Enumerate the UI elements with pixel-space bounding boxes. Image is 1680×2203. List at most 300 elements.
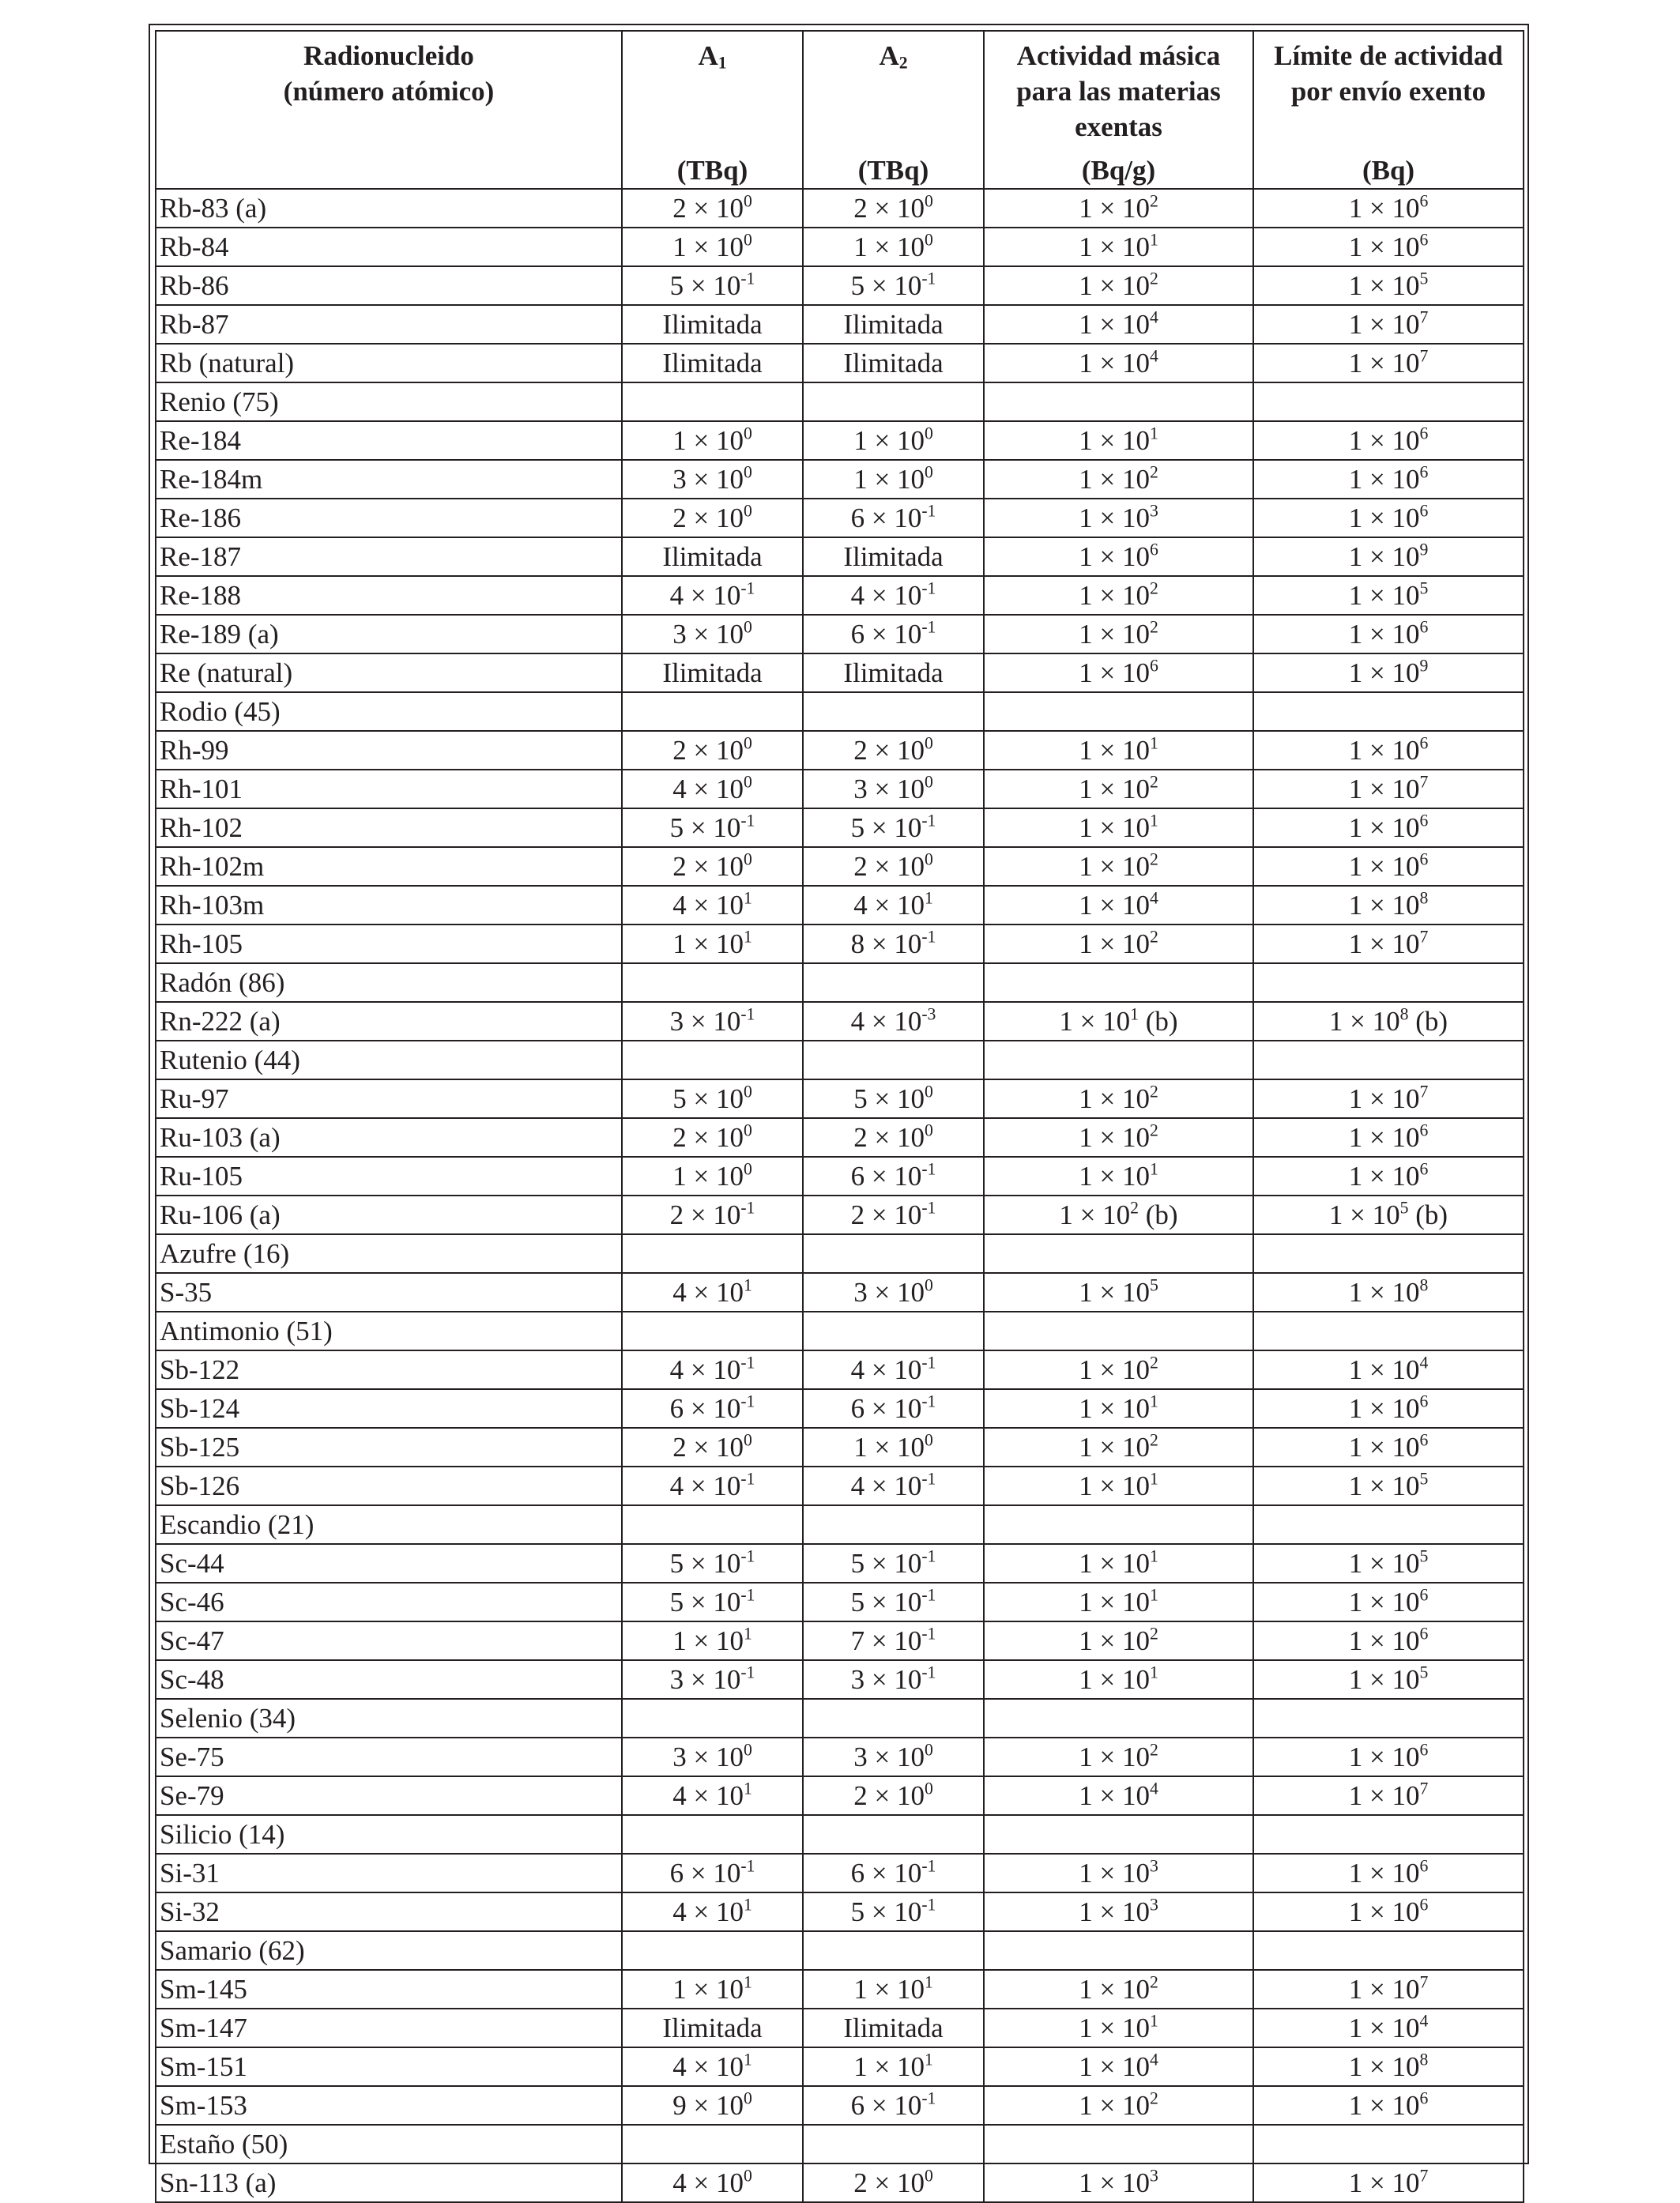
a1-value-base: Ilimitada bbox=[662, 541, 763, 572]
mass-activity-value bbox=[984, 1273, 1253, 1312]
a1-value bbox=[622, 1931, 803, 1970]
a1-value-exponent: 1 bbox=[743, 1972, 752, 1992]
radionuclide-name: Re-187 bbox=[156, 537, 622, 576]
mass-activity-value bbox=[984, 344, 1253, 382]
a2-value-exponent: 0 bbox=[924, 1740, 933, 1760]
mass-activity-value-exponent: 1 bbox=[1149, 1469, 1158, 1489]
mass-activity-value-exponent: 1 bbox=[1149, 733, 1158, 753]
header-radionuclide bbox=[156, 31, 622, 189]
table-row bbox=[156, 1041, 1524, 1079]
a1-value-exponent: -1 bbox=[740, 1546, 755, 1566]
a2-value-base: 1 × 10 bbox=[853, 2051, 925, 2082]
radionuclide-name: Sb-122 bbox=[156, 1350, 622, 1389]
activity-limit-value bbox=[1253, 770, 1524, 808]
a2-value-base: 8 × 10 bbox=[850, 928, 922, 959]
a1-value-base: 5 × 10 bbox=[672, 1083, 744, 1114]
a2-value-base: 5 × 10 bbox=[850, 1896, 922, 1927]
activity-limit-value-exponent: 5 bbox=[1419, 269, 1429, 288]
activity-limit-value bbox=[1253, 1079, 1524, 1118]
mass-activity-value-base: 1 × 10 bbox=[1079, 1083, 1150, 1114]
table-row bbox=[156, 1660, 1524, 1699]
activity-limit-value bbox=[1253, 228, 1524, 266]
a2-value bbox=[803, 1118, 984, 1157]
mass-activity-value bbox=[984, 189, 1253, 228]
a1-value-base: 6 × 10 bbox=[669, 1858, 741, 1889]
a1-value bbox=[622, 1970, 803, 2009]
mass-activity-value-base: 1 × 10 bbox=[1079, 1664, 1150, 1695]
a1-value-base: 3 × 10 bbox=[672, 619, 744, 650]
activity-limit-value-base: 1 × 10 bbox=[1348, 735, 1420, 766]
activity-limit-value-note: (b) bbox=[1408, 1199, 1448, 1230]
activity-limit-value-exponent: 5 bbox=[1419, 1546, 1429, 1566]
a2-value bbox=[803, 692, 984, 731]
activity-limit-value bbox=[1253, 189, 1524, 228]
activity-limit-value bbox=[1253, 1273, 1524, 1312]
table-row bbox=[156, 1428, 1524, 1467]
table-row bbox=[156, 305, 1524, 344]
mass-activity-value-exponent: 2 bbox=[1149, 2088, 1158, 2108]
a2-value bbox=[803, 1660, 984, 1699]
mass-activity-value bbox=[984, 770, 1253, 808]
a2-value bbox=[803, 1892, 984, 1931]
header-atomic-number-label: (número atómico) bbox=[283, 76, 495, 107]
radionuclide-name: Ru-106 (a) bbox=[156, 1196, 622, 1234]
a2-value bbox=[803, 653, 984, 692]
a1-value-exponent: 0 bbox=[743, 1159, 752, 1179]
radionuclide-name: Rb (natural) bbox=[156, 344, 622, 382]
mass-activity-value-base: 1 × 10 bbox=[1079, 1548, 1150, 1579]
radionuclide-name: Samario (62) bbox=[156, 1931, 622, 1970]
a2-value-base: Ilimitada bbox=[843, 309, 944, 340]
a1-value-base: 3 × 10 bbox=[672, 1742, 744, 1772]
mass-activity-value-base: 1 × 10 bbox=[1059, 1199, 1131, 1230]
radionuclide-name: Rb-83 (a) bbox=[156, 189, 622, 228]
radionuclide-name: Sc-48 bbox=[156, 1660, 622, 1699]
a1-value bbox=[622, 1854, 803, 1892]
mass-activity-value-base: 1 × 10 bbox=[1079, 1471, 1150, 1501]
activity-limit-value bbox=[1253, 1699, 1524, 1738]
radionuclide-name: Renio (75) bbox=[156, 382, 622, 421]
mass-activity-value bbox=[984, 228, 1253, 266]
a2-value-base: 2 × 10 bbox=[853, 1780, 925, 1811]
activity-limit-value-exponent: 5 bbox=[1419, 1663, 1429, 1682]
a1-value bbox=[622, 2086, 803, 2125]
activity-limit-value-base: 1 × 10 bbox=[1348, 193, 1420, 224]
radionuclide-name: Rh-102 bbox=[156, 808, 622, 847]
mass-activity-value-exponent: 3 bbox=[1149, 2166, 1158, 2186]
activity-limit-value-base: 1 × 10 bbox=[1348, 1858, 1420, 1889]
activity-limit-value bbox=[1253, 537, 1524, 576]
header-activity-limit-unit: (Bq) bbox=[1362, 155, 1415, 186]
activity-limit-value-exponent: 4 bbox=[1419, 2011, 1429, 2031]
mass-activity-value bbox=[984, 2086, 1253, 2125]
a1-value-base: 1 × 10 bbox=[672, 425, 744, 456]
mass-activity-value-base: 1 × 10 bbox=[1079, 657, 1150, 688]
mass-activity-value-exponent: 3 bbox=[1149, 1895, 1158, 1915]
activity-limit-value-exponent: 6 bbox=[1419, 191, 1429, 211]
table-row bbox=[156, 1583, 1524, 1621]
mass-activity-value-base: 1 × 10 bbox=[1079, 232, 1150, 262]
a1-value-base: 5 × 10 bbox=[669, 270, 741, 301]
activity-limit-value-exponent: 9 bbox=[1419, 656, 1429, 676]
radionuclide-name: Sc-44 bbox=[156, 1544, 622, 1583]
a2-value-exponent: -1 bbox=[921, 1546, 936, 1566]
radionuclide-name: Sc-47 bbox=[156, 1621, 622, 1660]
activity-limit-value-exponent: 8 bbox=[1419, 888, 1429, 908]
activity-limit-value bbox=[1253, 2163, 1524, 2202]
activity-limit-value-exponent: 6 bbox=[1419, 1120, 1429, 1140]
a1-value-base: 1 × 10 bbox=[672, 232, 744, 262]
a1-value bbox=[622, 770, 803, 808]
a1-value-base: 1 × 10 bbox=[672, 1161, 744, 1192]
a2-value-base: 5 × 10 bbox=[850, 1587, 922, 1617]
activity-limit-value-base: 1 × 10 bbox=[1348, 1161, 1420, 1192]
a1-value-exponent: 0 bbox=[743, 501, 752, 521]
a1-value-base: 4 × 10 bbox=[672, 1896, 744, 1927]
a1-value bbox=[622, 1892, 803, 1931]
a2-value-exponent: -1 bbox=[921, 1585, 936, 1605]
a1-value-base: Ilimitada bbox=[662, 348, 763, 378]
a2-value-base: 1 × 10 bbox=[853, 464, 925, 495]
a1-value-base: 2 × 10 bbox=[672, 503, 744, 533]
a1-value-exponent: 1 bbox=[743, 927, 752, 947]
mass-activity-value-base: 1 × 10 bbox=[1079, 2013, 1150, 2043]
table-row bbox=[156, 1467, 1524, 1505]
mass-activity-value-exponent: 1 bbox=[1149, 1585, 1158, 1605]
a1-value bbox=[622, 963, 803, 1002]
a1-value bbox=[622, 1234, 803, 1273]
a2-value bbox=[803, 1350, 984, 1389]
a1-value-exponent: -1 bbox=[740, 811, 755, 830]
activity-limit-value-base: 1 × 10 bbox=[1348, 1625, 1420, 1656]
mass-activity-value-exponent: 2 bbox=[1130, 1198, 1139, 1218]
a1-value-base: 5 × 10 bbox=[669, 1587, 741, 1617]
a1-value-base: 4 × 10 bbox=[669, 1354, 741, 1385]
activity-limit-value-base: 1 × 10 bbox=[1348, 851, 1420, 882]
mass-activity-value bbox=[984, 615, 1253, 653]
table-row bbox=[156, 1505, 1524, 1544]
mass-activity-value-note: (b) bbox=[1139, 1199, 1178, 1230]
a1-value-base: 4 × 10 bbox=[672, 2051, 744, 2082]
a2-value-base: Ilimitada bbox=[843, 657, 944, 688]
a2-value-exponent: 0 bbox=[924, 1275, 933, 1295]
a1-value bbox=[622, 305, 803, 344]
activity-limit-value-base: 1 × 10 bbox=[1348, 1974, 1420, 2005]
activity-limit-value bbox=[1253, 886, 1524, 925]
a2-value bbox=[803, 886, 984, 925]
activity-limit-value-exponent: 7 bbox=[1419, 2166, 1429, 2186]
mass-activity-value-base: 1 × 10 bbox=[1079, 735, 1150, 766]
a2-value bbox=[803, 1041, 984, 1079]
table-row bbox=[156, 1079, 1524, 1118]
a1-value bbox=[622, 1660, 803, 1699]
activity-limit-value-base: 1 × 10 bbox=[1348, 348, 1420, 378]
activity-limit-value bbox=[1253, 1892, 1524, 1931]
table-row bbox=[156, 537, 1524, 576]
a1-value-exponent: -1 bbox=[740, 1004, 755, 1024]
radionuclide-name: Sm-151 bbox=[156, 2047, 622, 2086]
a1-value-exponent: -1 bbox=[740, 1856, 755, 1876]
a1-value-base: 4 × 10 bbox=[672, 1780, 744, 1811]
a2-value-base: 4 × 10 bbox=[850, 580, 922, 611]
mass-activity-value bbox=[984, 1815, 1253, 1854]
a2-value-exponent: 0 bbox=[924, 1082, 933, 1102]
a1-value bbox=[622, 576, 803, 615]
radionuclide-name: Re-189 (a) bbox=[156, 615, 622, 653]
a1-value bbox=[622, 1621, 803, 1660]
mass-activity-value-exponent: 3 bbox=[1149, 1856, 1158, 1876]
a2-value-exponent: 0 bbox=[924, 230, 933, 250]
mass-activity-value-exponent: 2 bbox=[1149, 1740, 1158, 1760]
activity-limit-value bbox=[1253, 382, 1524, 421]
a1-value bbox=[622, 1738, 803, 1776]
activity-limit-value bbox=[1253, 460, 1524, 499]
mass-activity-value-base: 1 × 10 bbox=[1079, 1393, 1150, 1424]
a2-value-base: 4 × 10 bbox=[853, 890, 925, 921]
a2-value bbox=[803, 1079, 984, 1118]
table-row bbox=[156, 2047, 1524, 2086]
a1-value bbox=[622, 499, 803, 537]
table-row bbox=[156, 1389, 1524, 1428]
a2-value-base: 2 × 10 bbox=[853, 735, 925, 766]
radionuclide-name: Rodio (45) bbox=[156, 692, 622, 731]
a2-value-exponent: 0 bbox=[924, 462, 933, 482]
activity-limit-value bbox=[1253, 1544, 1524, 1583]
a2-value bbox=[803, 2086, 984, 2125]
header-a2-base: A bbox=[879, 40, 899, 71]
mass-activity-value-exponent: 1 bbox=[1130, 1004, 1139, 1024]
a2-value-exponent: -1 bbox=[921, 1198, 936, 1218]
a2-value-base: 2 × 10 bbox=[853, 851, 925, 882]
radionuclide-name: Ru-105 bbox=[156, 1157, 622, 1196]
a1-value bbox=[622, 1196, 803, 1234]
table-row bbox=[156, 2086, 1524, 2125]
a2-value bbox=[803, 576, 984, 615]
mass-activity-value-base: 1 × 10 bbox=[1079, 2167, 1150, 2198]
a1-value-exponent: -1 bbox=[740, 269, 755, 288]
table-row bbox=[156, 1892, 1524, 1931]
mass-activity-value-base: 1 × 10 bbox=[1079, 2051, 1150, 2082]
table-row bbox=[156, 1738, 1524, 1776]
a1-value-exponent: 1 bbox=[743, 1275, 752, 1295]
radionuclide-name: Re-184m bbox=[156, 460, 622, 499]
activity-limit-value-base: 1 × 10 bbox=[1348, 1432, 1420, 1463]
a2-value-exponent: -1 bbox=[921, 1353, 936, 1373]
mass-activity-value-base: 1 × 10 bbox=[1079, 193, 1150, 224]
radionuclide-name: Sb-126 bbox=[156, 1467, 622, 1505]
a2-value bbox=[803, 499, 984, 537]
a2-value bbox=[803, 1428, 984, 1467]
activity-limit-value bbox=[1253, 1157, 1524, 1196]
a1-value-exponent: 1 bbox=[743, 888, 752, 908]
table-row bbox=[156, 1544, 1524, 1583]
radionuclide-name: Sm-145 bbox=[156, 1970, 622, 2009]
activity-limit-value bbox=[1253, 1854, 1524, 1892]
activity-limit-value-base: 1 × 10 bbox=[1348, 541, 1420, 572]
mass-activity-value-exponent: 2 bbox=[1149, 1120, 1158, 1140]
activity-limit-value-base: 1 × 10 bbox=[1348, 2051, 1420, 2082]
radionuclide-name: Se-75 bbox=[156, 1738, 622, 1776]
activity-limit-value-base: 1 × 10 bbox=[1348, 2013, 1420, 2043]
activity-limit-value bbox=[1253, 1776, 1524, 1815]
a2-value bbox=[803, 1970, 984, 2009]
radionuclide-name: Rh-103m bbox=[156, 886, 622, 925]
a1-value bbox=[622, 1273, 803, 1312]
activity-limit-value bbox=[1253, 2086, 1524, 2125]
a2-value-exponent: -1 bbox=[921, 1856, 936, 1876]
activity-limit-value-exponent: 8 bbox=[1419, 1275, 1429, 1295]
mass-activity-value-base: 1 × 10 bbox=[1079, 464, 1150, 495]
table-row bbox=[156, 1273, 1524, 1312]
header-a1 bbox=[622, 31, 803, 189]
activity-limit-value bbox=[1253, 1738, 1524, 1776]
activity-limit-value-exponent: 6 bbox=[1419, 617, 1429, 637]
activity-limit-value-base: 1 × 10 bbox=[1348, 1742, 1420, 1772]
mass-activity-value-base: 1 × 10 bbox=[1079, 774, 1150, 804]
a1-value bbox=[622, 1776, 803, 1815]
a2-value bbox=[803, 1157, 984, 1196]
a2-value-exponent: -1 bbox=[921, 1391, 936, 1411]
a1-value bbox=[622, 460, 803, 499]
activity-limit-value-exponent: 7 bbox=[1419, 927, 1429, 947]
a2-value bbox=[803, 731, 984, 770]
a2-value-base: 1 × 10 bbox=[853, 1432, 925, 1463]
activity-limit-value-exponent: 6 bbox=[1419, 424, 1429, 443]
a2-value bbox=[803, 1002, 984, 1041]
a1-value bbox=[622, 1815, 803, 1854]
table-row bbox=[156, 653, 1524, 692]
mass-activity-value bbox=[984, 1621, 1253, 1660]
a2-value bbox=[803, 228, 984, 266]
a1-value bbox=[622, 1699, 803, 1738]
activity-limit-value bbox=[1253, 1505, 1524, 1544]
mass-activity-value-base: 1 × 10 bbox=[1079, 1742, 1150, 1772]
a1-value bbox=[622, 1118, 803, 1157]
mass-activity-value-base: 1 × 10 bbox=[1079, 580, 1150, 611]
activity-limit-value-base: 1 × 10 bbox=[1348, 270, 1420, 301]
a2-value-exponent: -1 bbox=[921, 1159, 936, 1179]
activity-limit-value-base: 1 × 10 bbox=[1348, 1587, 1420, 1617]
header-mass-activity-line2: para las materias bbox=[1016, 76, 1221, 107]
a1-value bbox=[622, 2163, 803, 2202]
mass-activity-value-exponent: 2 bbox=[1149, 1430, 1158, 1450]
a2-value-exponent: 1 bbox=[924, 888, 933, 908]
activity-limit-value-exponent: 6 bbox=[1419, 849, 1429, 869]
a2-value-base: 7 × 10 bbox=[850, 1625, 922, 1656]
mass-activity-value-exponent: 2 bbox=[1149, 191, 1158, 211]
a1-value-exponent: 0 bbox=[743, 849, 752, 869]
activity-limit-value-exponent: 6 bbox=[1419, 1856, 1429, 1876]
radionuclide-name: Rh-99 bbox=[156, 731, 622, 770]
mass-activity-value-exponent: 1 bbox=[1149, 1663, 1158, 1682]
mass-activity-value bbox=[984, 1854, 1253, 1892]
a1-value-exponent: 1 bbox=[743, 2050, 752, 2069]
mass-activity-value-base: 1 × 10 bbox=[1079, 1161, 1150, 1192]
mass-activity-value-exponent: 2 bbox=[1149, 578, 1158, 598]
mass-activity-value-base: 1 × 10 bbox=[1079, 309, 1150, 340]
mass-activity-value-base: 1 × 10 bbox=[1079, 1858, 1150, 1889]
table-row bbox=[156, 460, 1524, 499]
radionuclide-name: Re-186 bbox=[156, 499, 622, 537]
activity-limit-value bbox=[1253, 576, 1524, 615]
mass-activity-value-exponent: 2 bbox=[1149, 849, 1158, 869]
table-row bbox=[156, 189, 1524, 228]
activity-limit-value bbox=[1253, 615, 1524, 653]
table-body bbox=[156, 189, 1524, 2202]
activity-limit-value-exponent: 7 bbox=[1419, 1082, 1429, 1102]
table-row bbox=[156, 1118, 1524, 1157]
radionuclide-name: Sb-124 bbox=[156, 1389, 622, 1428]
a1-value-base: 2 × 10 bbox=[672, 1432, 744, 1463]
a1-value bbox=[622, 1350, 803, 1389]
table-row bbox=[156, 2009, 1524, 2047]
mass-activity-value-note: (b) bbox=[1139, 1006, 1178, 1037]
mass-activity-value-base: 1 × 10 bbox=[1079, 1587, 1150, 1617]
mass-activity-value bbox=[984, 1660, 1253, 1699]
mass-activity-value-base: 1 × 10 bbox=[1079, 1354, 1150, 1385]
a2-value-exponent: -1 bbox=[921, 578, 936, 598]
activity-limit-value-exponent: 6 bbox=[1419, 462, 1429, 482]
activity-limit-value-exponent: 6 bbox=[1419, 811, 1429, 830]
mass-activity-value bbox=[984, 421, 1253, 460]
a1-value bbox=[622, 266, 803, 305]
a1-value-exponent: 0 bbox=[743, 424, 752, 443]
a2-value-exponent: -1 bbox=[921, 2088, 936, 2108]
mass-activity-value bbox=[984, 2125, 1253, 2163]
radionuclide-name: Ru-103 (a) bbox=[156, 1118, 622, 1157]
mass-activity-value bbox=[984, 1428, 1253, 1467]
mass-activity-value-base: 1 × 10 bbox=[1079, 928, 1150, 959]
table-row bbox=[156, 1002, 1524, 1041]
a2-value bbox=[803, 1196, 984, 1234]
a2-value-base: 3 × 10 bbox=[853, 1277, 925, 1308]
activity-limit-value-base: 1 × 10 bbox=[1348, 928, 1420, 959]
a1-value-base: 1 × 10 bbox=[672, 1625, 744, 1656]
mass-activity-value-exponent: 1 bbox=[1149, 2011, 1158, 2031]
a1-value-exponent: 0 bbox=[743, 191, 752, 211]
a2-value-base: 1 × 10 bbox=[853, 232, 925, 262]
mass-activity-value bbox=[984, 1776, 1253, 1815]
activity-limit-value-base: 1 × 10 bbox=[1348, 1780, 1420, 1811]
a1-value bbox=[622, 228, 803, 266]
activity-limit-value-exponent: 5 bbox=[1419, 578, 1429, 598]
a2-value bbox=[803, 1776, 984, 1815]
a1-value-exponent: 0 bbox=[743, 1120, 752, 1140]
a1-value bbox=[622, 653, 803, 692]
radionuclide-name: Sm-153 bbox=[156, 2086, 622, 2125]
radionuclide-name: Escandio (21) bbox=[156, 1505, 622, 1544]
radionuclide-name: Rh-101 bbox=[156, 770, 622, 808]
activity-limit-value-base: 1 × 10 bbox=[1348, 309, 1420, 340]
radionuclide-name: Silicio (14) bbox=[156, 1815, 622, 1854]
mass-activity-value bbox=[984, 537, 1253, 576]
a2-value bbox=[803, 925, 984, 963]
a1-value-base: 3 × 10 bbox=[672, 464, 744, 495]
a2-value bbox=[803, 2125, 984, 2163]
a1-value bbox=[622, 692, 803, 731]
a2-value-exponent: -1 bbox=[921, 811, 936, 830]
a2-value-base: 1 × 10 bbox=[853, 1974, 925, 2005]
a1-value-base: 9 × 10 bbox=[672, 2090, 744, 2121]
radionuclide-name: Rb-84 bbox=[156, 228, 622, 266]
activity-limit-value bbox=[1253, 653, 1524, 692]
a1-value-base: 1 × 10 bbox=[672, 928, 744, 959]
mass-activity-value-base: 1 × 10 bbox=[1079, 890, 1150, 921]
a2-value-base: 6 × 10 bbox=[850, 619, 922, 650]
a2-value bbox=[803, 963, 984, 1002]
a2-value-exponent: -1 bbox=[921, 927, 936, 947]
radionuclide-name: Rh-102m bbox=[156, 847, 622, 886]
